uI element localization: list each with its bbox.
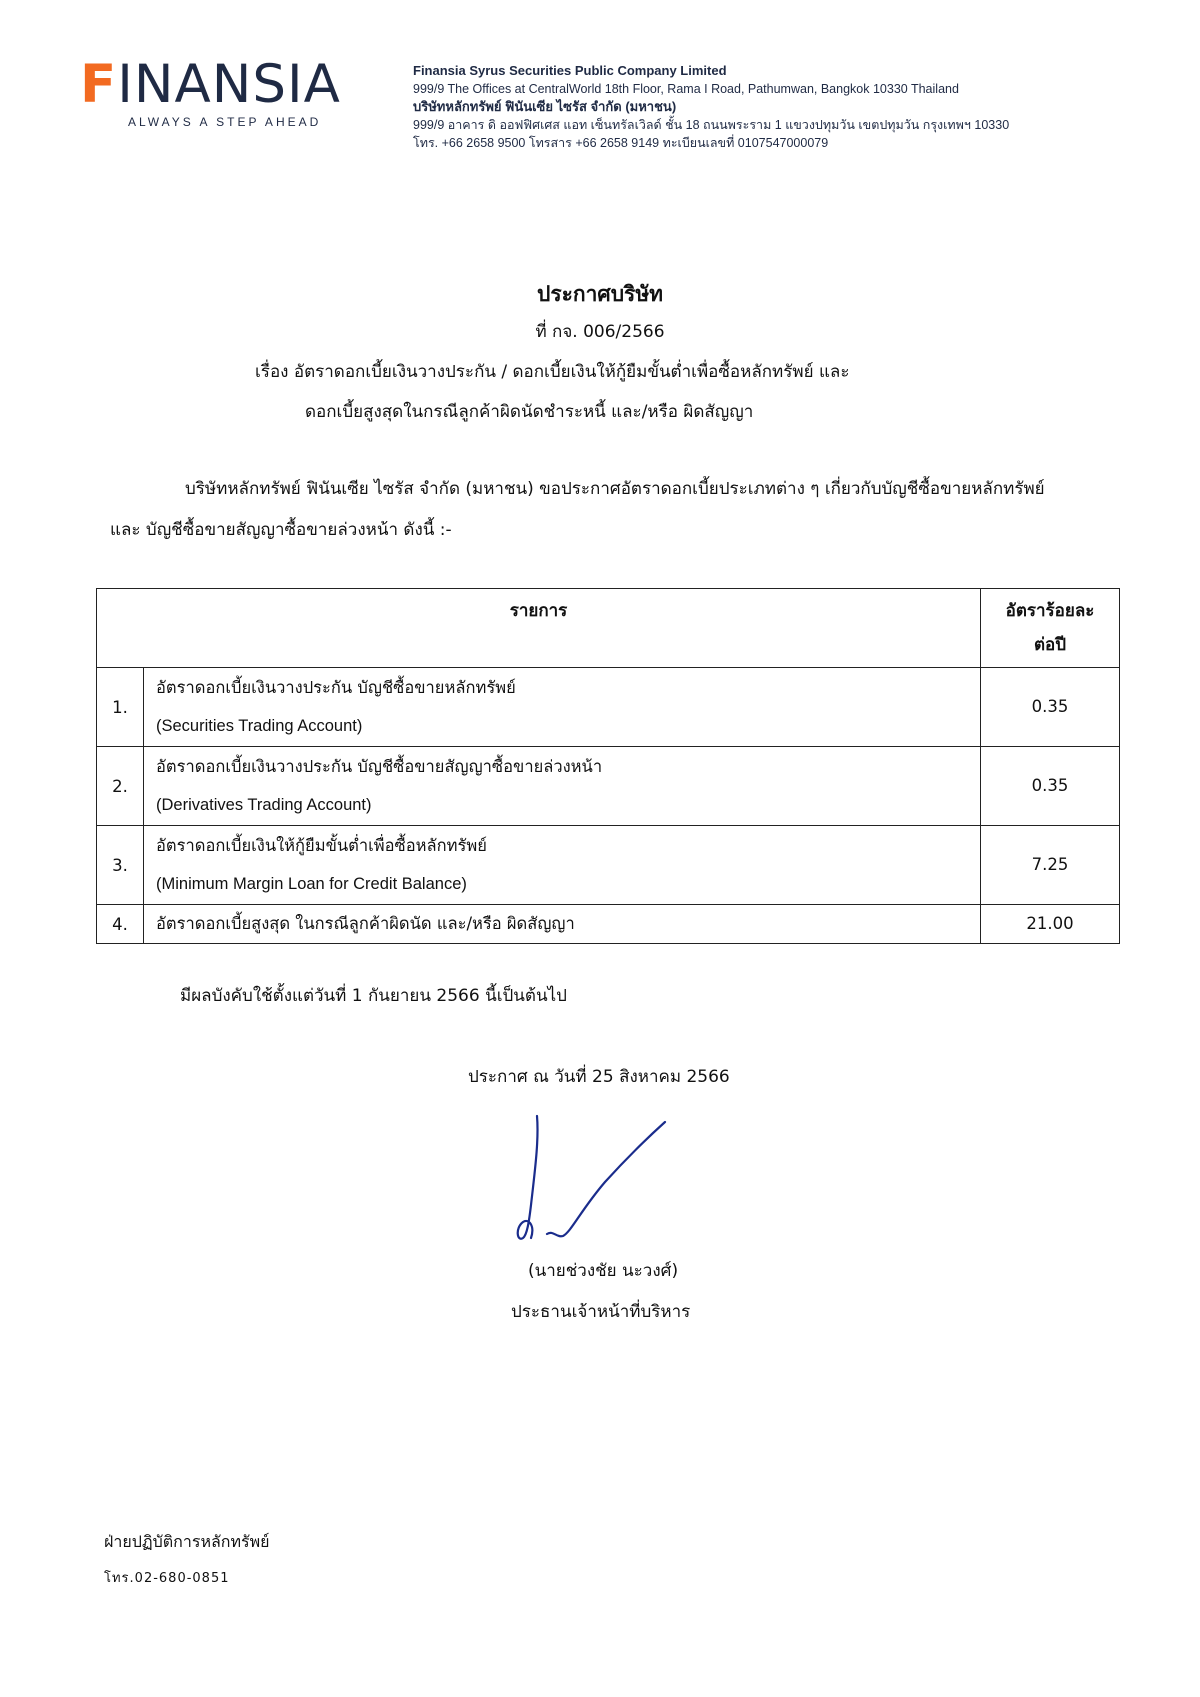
company-address-en: 999/9 The Offices at CentralWorld 18th Floor, Rama I Road, Pathumwan, Bangkok 10330 Thailand	[413, 82, 959, 96]
header-rate	[981, 589, 1120, 668]
header-rate-line-1: อัตราร้อยละ	[1005, 601, 1095, 621]
row-item-en: (Securities Trading Account)	[156, 717, 363, 735]
finansia-logo	[80, 54, 380, 129]
company-address-th: 999/9 อาคาร ดิ ออฟฟิศเศส แอท เซ็นทรัลเวิลด์ ชั้น 18 ถนนพระราม 1 แขวงปทุมวัน เขตปทุมวัน กรุงเทพฯ 10330	[413, 118, 1010, 132]
company-name-en: Finansia Syrus Securities Public Company Limited	[413, 63, 727, 78]
signer-position: ประธานเจ้าหน้าที่บริหาร	[511, 1302, 691, 1322]
logo-wordmark	[80, 54, 380, 115]
row-item	[144, 747, 981, 826]
row-rate: 21.00	[981, 905, 1120, 944]
row-number: 2.	[97, 747, 144, 826]
effective-date: มีผลบังคับใช้ตั้งแต่วันที่ 1 กันยายน 2566 นี้เป็นต้นไป	[180, 986, 567, 1006]
intro-line-1: บริษัทหลักทรัพย์ ฟินันเซีย ไซรัส จำกัด (มหาชน) ขอประกาศอัตราดอกเบี้ยประเภทต่าง ๆ เกี่ยวกับบัญชีซื้อขายหลักทรัพย์	[185, 479, 1045, 499]
row-number: 1.	[97, 668, 144, 747]
company-contact: โทร. +66 2658 9500 โทรสาร +66 2658 9149 ทะเบียนเลขที่ 0107547000079	[413, 136, 829, 150]
intro-line-2: และ บัญชีซื้อขายสัญญาซื้อขายล่วงหน้า ดังนี้ :-	[110, 520, 452, 540]
row-item	[144, 826, 981, 905]
header-rate-line-2: ต่อปี	[1033, 635, 1067, 655]
signer-name: (นายช่วงชัย นะวงศ์)	[528, 1261, 679, 1281]
signature-icon	[505, 1110, 695, 1255]
table-row	[97, 826, 1120, 905]
table-row	[97, 905, 1120, 944]
row-number: 3.	[97, 826, 144, 905]
row-number: 4.	[97, 905, 144, 944]
logo-letter-f: F	[80, 54, 118, 115]
interest-rate-table	[96, 588, 1120, 944]
department-phone: โทร.02-680-0851	[104, 1571, 230, 1586]
table-row	[97, 747, 1120, 826]
subject-line-2: ดอกเบี้ยสูงสุดในกรณีลูกค้าผิดนัดชำระหนี้ และ/หรือ ผิดสัญญา	[305, 402, 754, 422]
department: ฝ่ายปฏิบัติการหลักทรัพย์	[104, 1532, 270, 1551]
row-item-en: (Derivatives Trading Account)	[156, 796, 372, 814]
announcement-ref: ที่ กจ. 006/2566	[535, 322, 665, 342]
subject-line-1: เรื่อง อัตราดอกเบี้ยเงินวางประกัน / ดอกเบี้ยเงินให้กู้ยืมขั้นต่ำเพื่อซื้อหลักทรัพย์ และ	[255, 362, 850, 382]
header-item: รายการ	[97, 589, 981, 668]
row-item	[144, 905, 981, 944]
table-header-row	[97, 589, 1120, 668]
row-item-en: (Minimum Margin Loan for Credit Balance)	[156, 875, 467, 893]
table-row	[97, 668, 1120, 747]
row-rate: 0.35	[981, 747, 1120, 826]
logo-letters: INANSIA	[117, 54, 341, 115]
row-item-th: อัตราดอกเบี้ยเงินวางประกัน บัญชีซื้อขายหลักทรัพย์	[156, 678, 516, 697]
announce-date: ประกาศ ณ วันที่ 25 สิงหาคม 2566	[468, 1067, 730, 1087]
company-info	[413, 62, 1009, 152]
row-item-th: อัตราดอกเบี้ยเงินวางประกัน บัญชีซื้อขายสัญญาซื้อขายล่วงหน้า	[156, 757, 603, 776]
announcement-title: ประกาศบริษัท	[536, 282, 664, 306]
row-item	[144, 668, 981, 747]
row-rate: 0.35	[981, 668, 1120, 747]
row-rate: 7.25	[981, 826, 1120, 905]
company-name-th: บริษัทหลักทรัพย์ ฟินันเซีย ไซรัส จำกัด (มหาชน)	[413, 99, 677, 114]
logo-tagline: ALWAYS A STEP AHEAD	[128, 115, 322, 129]
row-item-th: อัตราดอกเบี้ยสูงสุด ในกรณีลูกค้าผิดนัด และ/หรือ ผิดสัญญา	[156, 914, 575, 933]
row-item-th: อัตราดอกเบี้ยเงินให้กู้ยืมขั้นต่ำเพื่อซื้อหลักทรัพย์	[156, 836, 487, 855]
